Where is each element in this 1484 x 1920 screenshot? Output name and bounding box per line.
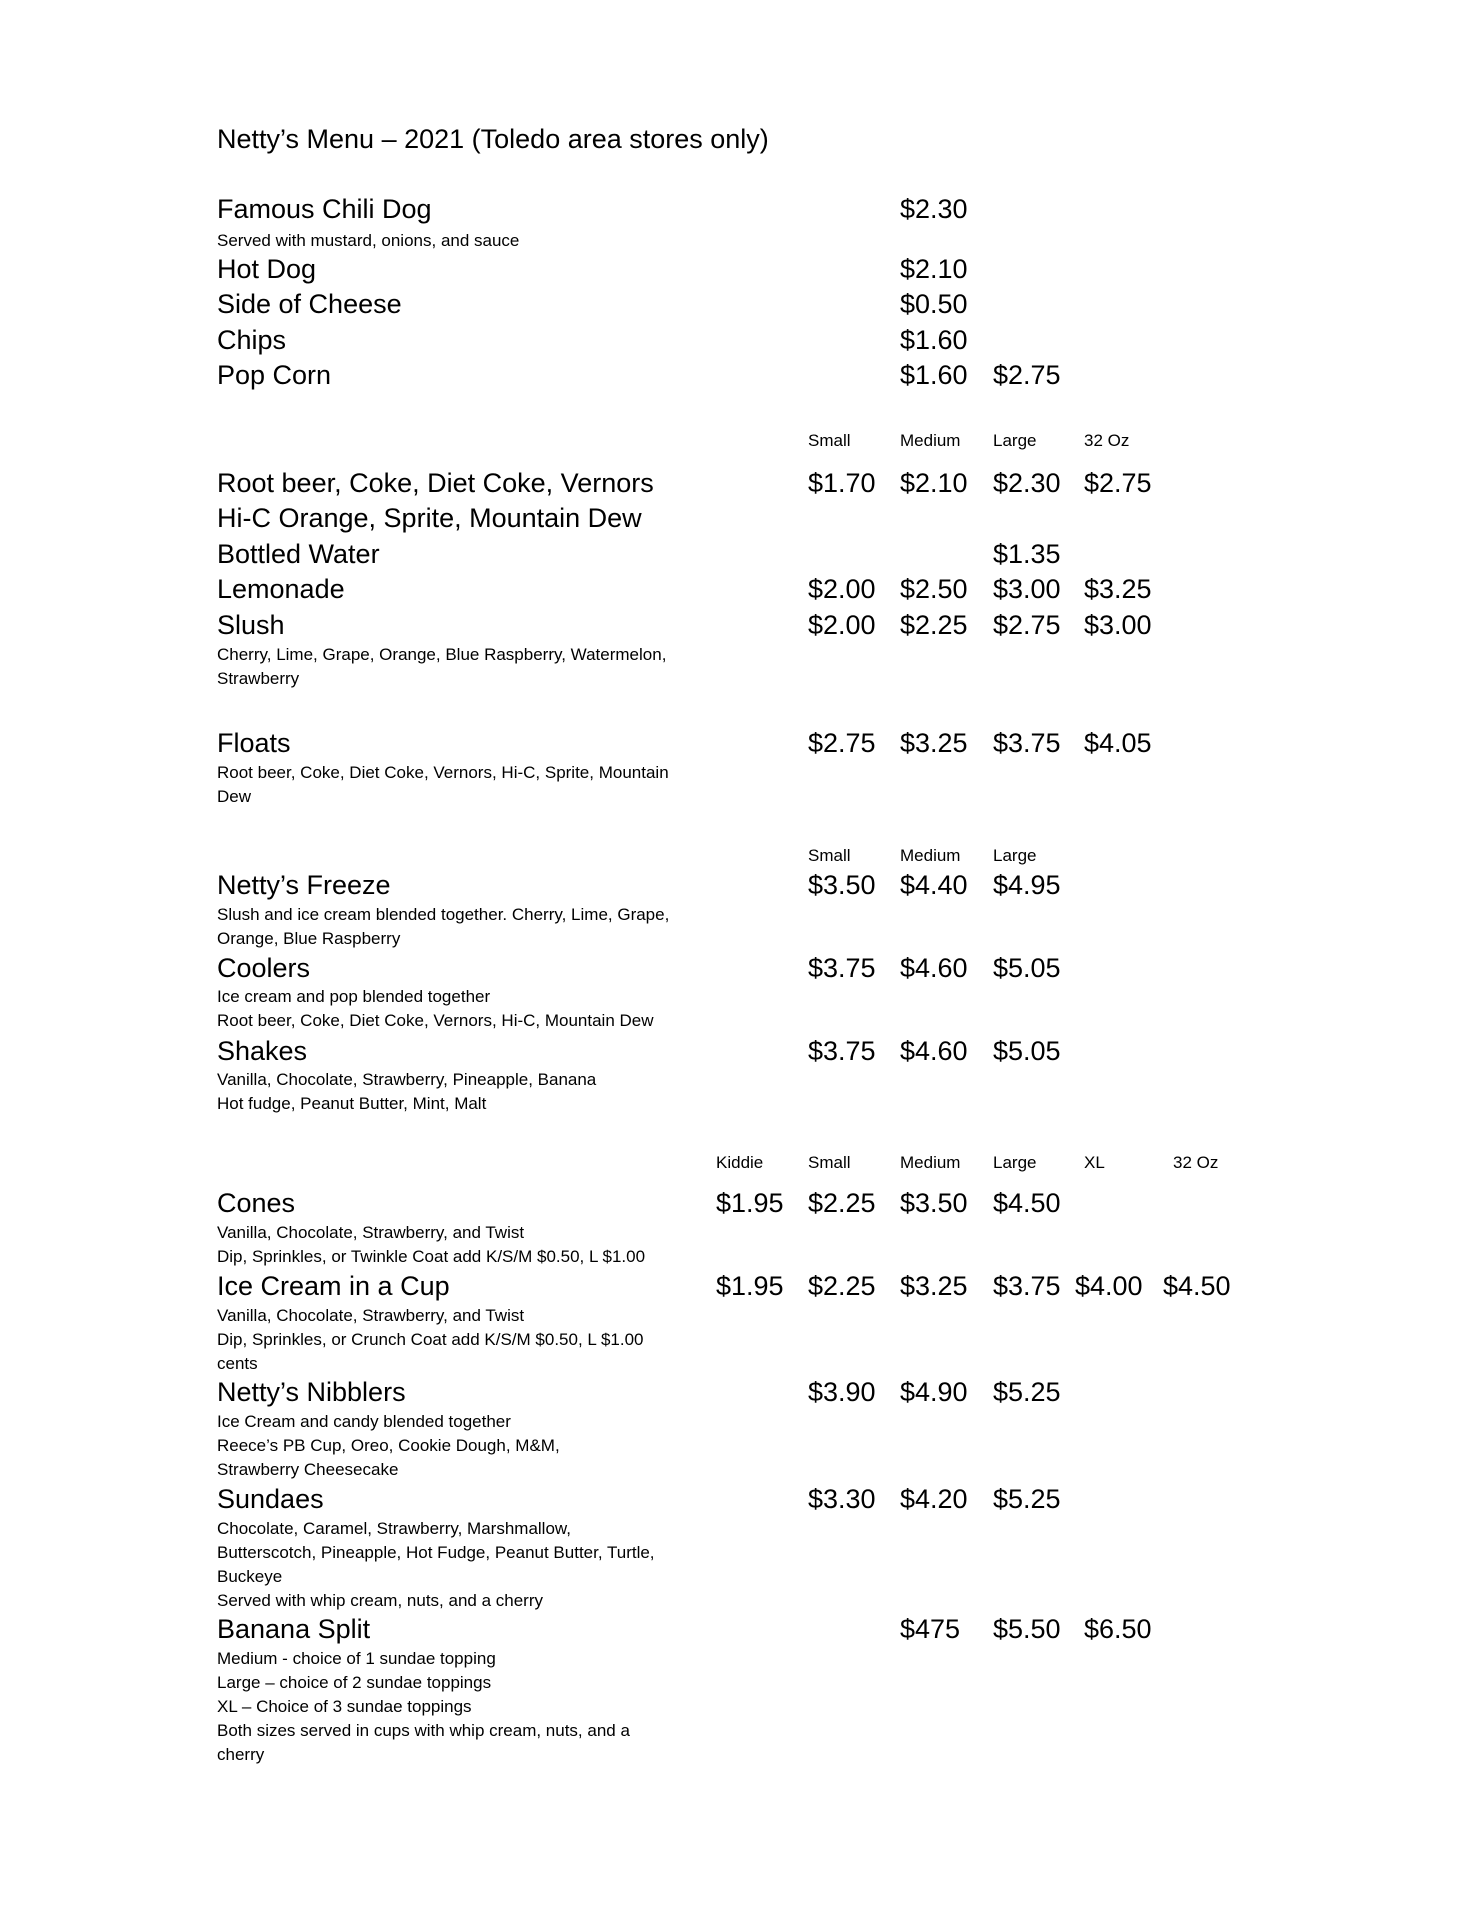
item-name-chili-dog: Famous Chili Dog [217, 194, 432, 224]
item-desc-sundaes-line-1: Chocolate, Caramel, Strawberry, Marshmallow, [217, 1519, 571, 1538]
price-sundaes-small: $3.30 [808, 1484, 876, 1514]
item-desc-nibblers-line-2: Reece’s PB Cup, Oreo, Cookie Dough, M&M, [217, 1436, 560, 1455]
price-cup-medium: $3.25 [900, 1271, 968, 1301]
price-freeze-large: $4.95 [993, 870, 1061, 900]
price-pop-small: $1.70 [808, 468, 876, 498]
price-nibblers-medium: $4.90 [900, 1377, 968, 1407]
item-name-cup: Ice Cream in a Cup [217, 1271, 450, 1301]
item-desc-sundaes-line-4: Served with whip cream, nuts, and a cherry [217, 1591, 543, 1610]
item-name-coolers: Coolers [217, 953, 311, 983]
item-desc-nibblers [217, 1410, 560, 1482]
item-name-banana-split: Banana Split [217, 1614, 371, 1644]
header-small: Small [808, 846, 851, 865]
price-slush-large: $2.75 [993, 610, 1061, 640]
price-chips: $1.60 [900, 325, 968, 355]
header-xl: XL [1084, 1153, 1105, 1172]
item-name-lemonade: Lemonade [217, 574, 345, 604]
header-medium: Medium [900, 431, 961, 450]
item-desc-floats-line-1: Root beer, Coke, Diet Coke, Vernors, Hi-C, Sprite, Mountain [217, 763, 669, 782]
page-title: Netty’s Menu – 2021 (Toledo area stores only) [217, 124, 769, 154]
price-coolers-large: $5.05 [993, 953, 1061, 983]
price-lemonade-small: $2.00 [808, 574, 876, 604]
header-large: Large [993, 431, 1037, 450]
item-desc-freeze-line-1: Slush and ice cream blended together. Cherry, Lime, Grape, [217, 905, 670, 924]
item-desc-coolers [217, 985, 654, 1033]
item-desc-banana-split-line-5: cherry [217, 1745, 265, 1764]
item-desc-shakes [217, 1068, 596, 1116]
item-name-water: Bottled Water [217, 539, 380, 569]
item-desc-slush-line-2: Strawberry [217, 669, 300, 688]
price-slush-32oz: $3.00 [1084, 610, 1152, 640]
header-medium: Medium [900, 846, 961, 865]
item-name-side-cheese: Side of Cheese [217, 289, 402, 319]
item-name-pop-1: Root beer, Coke, Diet Coke, Vernors [217, 468, 654, 498]
item-desc-freeze [217, 903, 669, 951]
header-32oz: 32 Oz [1173, 1153, 1219, 1172]
price-lemonade-medium: $2.50 [900, 574, 968, 604]
price-pop-corn-1: $1.60 [900, 360, 968, 390]
price-banana-split-xl: $6.50 [1084, 1614, 1152, 1644]
item-desc-coolers-line-2: Root beer, Coke, Diet Coke, Vernors, Hi-C, Mountain Dew [217, 1011, 654, 1030]
item-name-shakes: Shakes [217, 1036, 308, 1066]
price-floats-32oz: $4.05 [1084, 728, 1152, 758]
price-cones-small: $2.25 [808, 1188, 876, 1218]
price-chili-dog: $2.30 [900, 194, 968, 224]
price-cup-large: $3.75 [993, 1271, 1061, 1301]
price-pop-32oz: $2.75 [1084, 468, 1152, 498]
item-desc-coolers-line-1: Ice cream and pop blended together [217, 987, 491, 1006]
item-desc-nibblers-line-1: Ice Cream and candy blended together [217, 1412, 511, 1431]
item-desc-cones-line-1: Vanilla, Chocolate, Strawberry, and Twist [217, 1223, 525, 1242]
item-desc-nibblers-line-3: Strawberry Cheesecake [217, 1460, 399, 1479]
item-desc-cup [217, 1304, 644, 1376]
item-name-pop-2: Hi-C Orange, Sprite, Mountain Dew [217, 503, 642, 533]
price-side-cheese: $0.50 [900, 289, 968, 319]
price-water: $1.35 [993, 539, 1061, 569]
item-desc-sundaes [217, 1517, 655, 1613]
item-desc-shakes-line-1: Vanilla, Chocolate, Strawberry, Pineapple, Banana [217, 1070, 597, 1089]
item-name-sundaes: Sundaes [217, 1484, 324, 1514]
item-desc-banana-split-line-2: Large – choice of 2 sundae toppings [217, 1673, 492, 1692]
item-name-cones: Cones [217, 1188, 296, 1218]
price-hot-dog: $2.10 [900, 254, 968, 284]
price-coolers-small: $3.75 [808, 953, 876, 983]
price-pop-large: $2.30 [993, 468, 1061, 498]
price-floats-large: $3.75 [993, 728, 1061, 758]
price-freeze-medium: $4.40 [900, 870, 968, 900]
header-kiddie: Kiddie [716, 1153, 764, 1172]
price-shakes-large: $5.05 [993, 1036, 1061, 1066]
price-lemonade-large: $3.00 [993, 574, 1061, 604]
price-sundaes-medium: $4.20 [900, 1484, 968, 1514]
price-pop-corn-2: $2.75 [993, 360, 1061, 390]
header-large: Large [993, 846, 1037, 865]
price-cones-kiddie: $1.95 [716, 1188, 784, 1218]
item-desc-cup-line-1: Vanilla, Chocolate, Strawberry, and Twist [217, 1306, 525, 1325]
item-desc-banana-split [217, 1647, 630, 1767]
price-freeze-small: $3.50 [808, 870, 876, 900]
item-desc-cup-line-2: Dip, Sprinkles, or Crunch Coat add K/S/M $0.50, L $1.00 [217, 1330, 644, 1349]
item-desc-cones-line-2: Dip, Sprinkles, or Twinkle Coat add K/S/M $0.50, L $1.00 [217, 1247, 646, 1266]
item-desc-sundaes-line-3: Buckeye [217, 1567, 283, 1586]
item-desc-banana-split-line-4: Both sizes served in cups with whip cream, nuts, and a [217, 1721, 630, 1740]
item-name-hot-dog: Hot Dog [217, 254, 317, 284]
item-name-floats: Floats [217, 728, 291, 758]
price-cones-medium: $3.50 [900, 1188, 968, 1218]
price-slush-small: $2.00 [808, 610, 876, 640]
price-coolers-medium: $4.60 [900, 953, 968, 983]
price-floats-medium: $3.25 [900, 728, 968, 758]
price-pop-medium: $2.10 [900, 468, 968, 498]
price-cup-kiddie: $1.95 [716, 1271, 784, 1301]
price-slush-medium: $2.25 [900, 610, 968, 640]
header-large: Large [993, 1153, 1037, 1172]
item-name-freeze: Netty’s Freeze [217, 870, 391, 900]
item-desc-cup-line-3: cents [217, 1354, 258, 1373]
price-banana-split-medium: $475 [900, 1614, 961, 1644]
item-desc-banana-split-line-3: XL – Choice of 3 sundae toppings [217, 1697, 472, 1716]
item-name-slush: Slush [217, 610, 285, 640]
item-desc-freeze-line-2: Orange, Blue Raspberry [217, 929, 401, 948]
header-32oz: 32 Oz [1084, 431, 1130, 450]
price-nibblers-large: $5.25 [993, 1377, 1061, 1407]
price-lemonade-32oz: $3.25 [1084, 574, 1152, 604]
price-cup-32oz: $4.50 [1163, 1271, 1231, 1301]
price-sundaes-large: $5.25 [993, 1484, 1061, 1514]
item-desc-shakes-line-2: Hot fudge, Peanut Butter, Mint, Malt [217, 1094, 487, 1113]
price-nibblers-small: $3.90 [808, 1377, 876, 1407]
header-medium: Medium [900, 1153, 961, 1172]
item-name-chips: Chips [217, 325, 287, 355]
header-small: Small [808, 1153, 851, 1172]
item-desc-sundaes-line-2: Butterscotch, Pineapple, Hot Fudge, Peanut Butter, Turtle, [217, 1543, 655, 1562]
item-desc-slush [217, 643, 666, 691]
price-banana-split-large: $5.50 [993, 1614, 1061, 1644]
item-desc-chili-dog: Served with mustard, onions, and sauce [217, 231, 520, 250]
item-desc-banana-split-line-1: Medium - choice of 1 sundae topping [217, 1649, 496, 1668]
header-small: Small [808, 431, 851, 450]
price-cup-xl: $4.00 [1075, 1271, 1143, 1301]
price-shakes-medium: $4.60 [900, 1036, 968, 1066]
price-shakes-small: $3.75 [808, 1036, 876, 1066]
item-desc-floats-line-2: Dew [217, 787, 252, 806]
item-name-nibblers: Netty’s Nibblers [217, 1377, 406, 1407]
price-cup-small: $2.25 [808, 1271, 876, 1301]
item-desc-cones [217, 1221, 645, 1269]
item-desc-floats [217, 761, 669, 809]
item-name-pop-corn: Pop Corn [217, 360, 332, 390]
item-desc-slush-line-1: Cherry, Lime, Grape, Orange, Blue Raspberry, Watermelon, [217, 645, 667, 664]
price-cones-large: $4.50 [993, 1188, 1061, 1218]
price-floats-small: $2.75 [808, 728, 876, 758]
